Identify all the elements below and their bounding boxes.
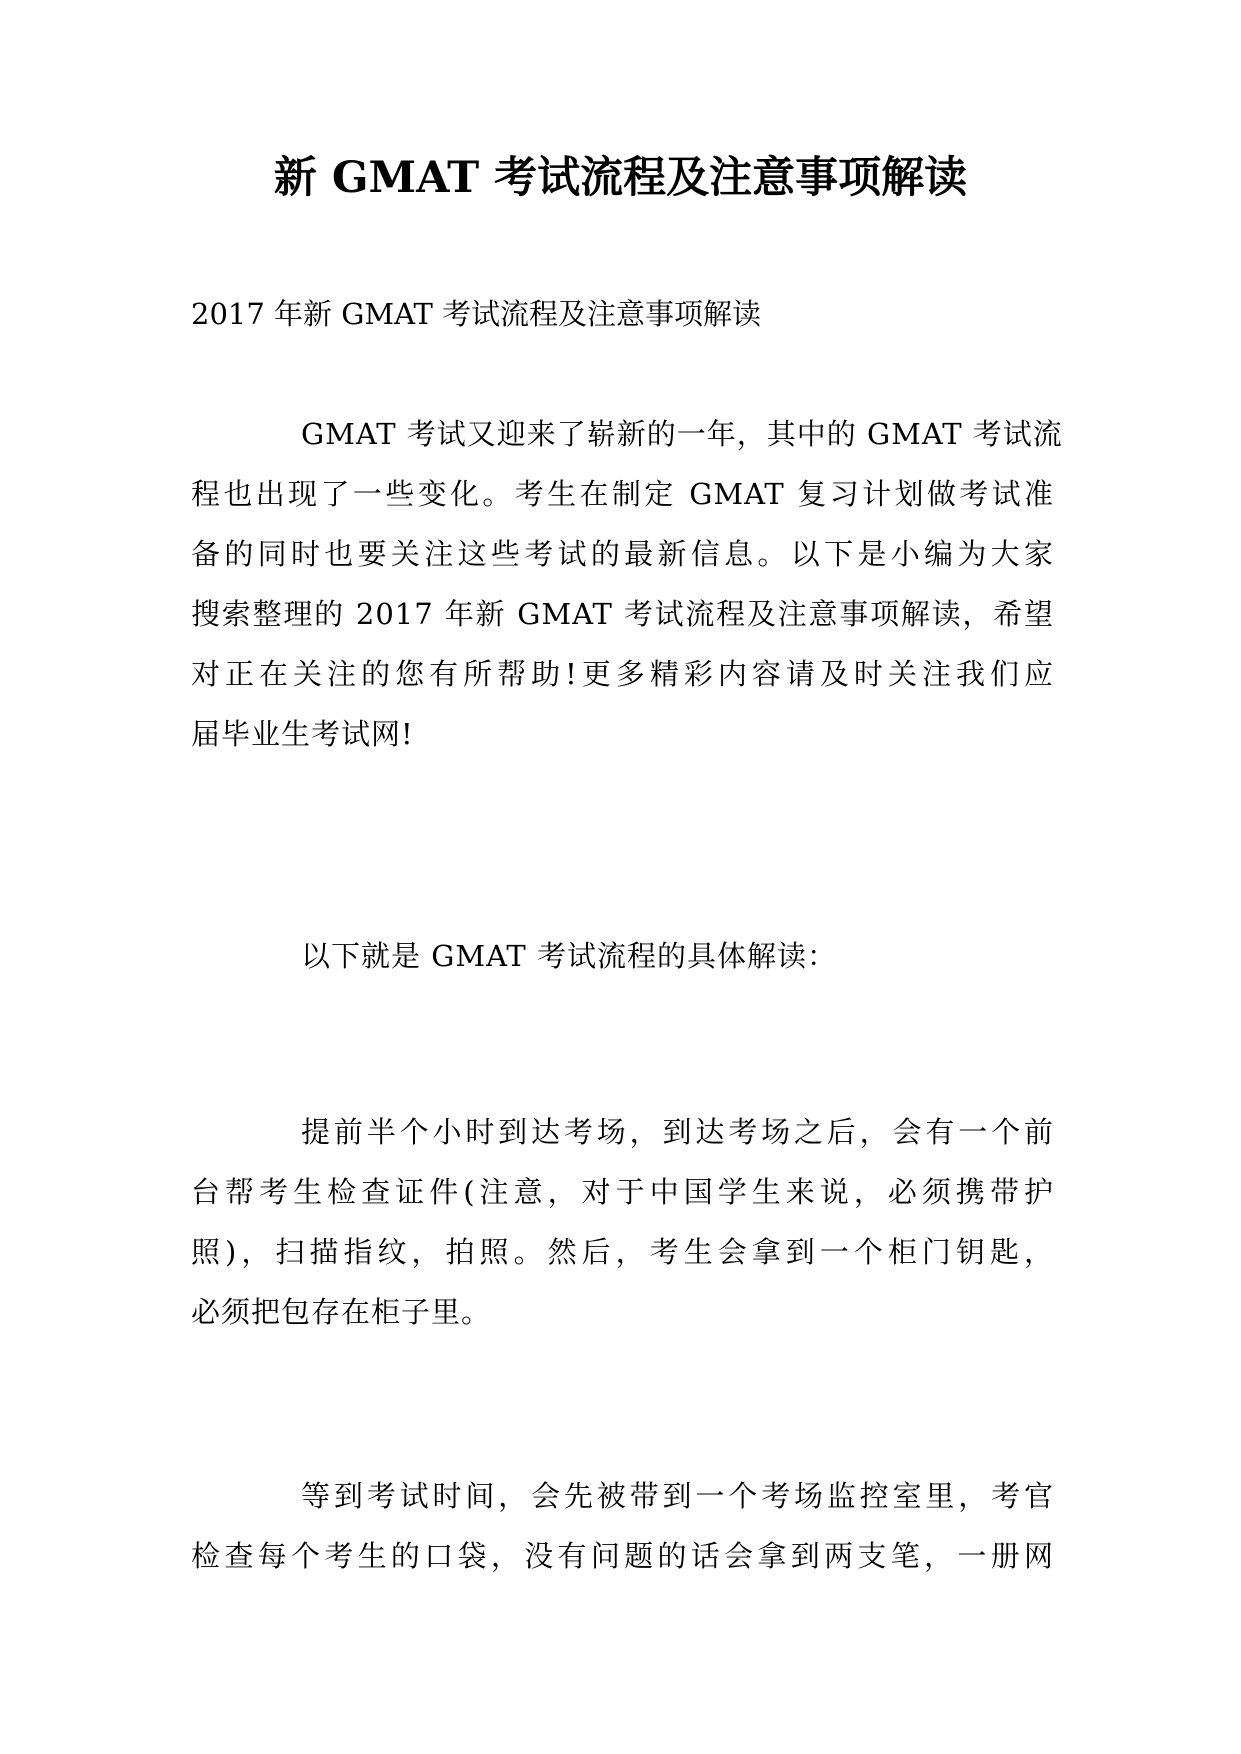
paragraph-exam-time xyxy=(191,1466,1054,1586)
paragraph-line: 提前半个小时到达考场，到达考场之后，会有一个前 xyxy=(301,1115,1054,1149)
paragraph-line: 搜索整理的 2017 年新 GMAT 考试流程及注意事项解读，希望 xyxy=(191,597,1054,631)
document-title: 新 GMAT 考试流程及注意事项解读 xyxy=(273,153,968,203)
paragraph-process-heading xyxy=(191,926,1054,986)
paragraph-line: 等到考试时间，会先被带到一个考场监控室里，考官 xyxy=(301,1479,1054,1513)
paragraph-intro xyxy=(191,404,1063,764)
paragraph-line: 对正在关注的您有所帮助!更多精彩内容请及时关注我们应 xyxy=(191,657,1054,691)
paragraph-line: 备的同时也要关注这些考试的最新信息。以下是小编为大家 xyxy=(191,537,1054,571)
paragraph-line: 照)，扫描指纹，拍照。然后，考生会拿到一个柜门钥匙， xyxy=(191,1235,1054,1269)
paragraph-line: 届毕业生考试网! xyxy=(191,717,414,751)
paragraph-arrival xyxy=(191,1102,1054,1342)
document-subtitle: 2017 年新 GMAT 考试流程及注意事项解读 xyxy=(191,297,762,331)
paragraph-line: GMAT 考试又迎来了崭新的一年，其中的 GMAT 考试流 xyxy=(301,417,1063,451)
paragraph-line: 台帮考生检查证件(注意，对于中国学生来说，必须携带护 xyxy=(191,1175,1054,1209)
paragraph-line: 以下就是 GMAT 考试流程的具体解读： xyxy=(301,939,837,973)
paragraph-line: 必须把包存在柜子里。 xyxy=(191,1295,492,1329)
paragraph-line: 检查每个考生的口袋，没有问题的话会拿到两支笔，一册网 xyxy=(191,1539,1054,1573)
paragraph-line: 程也出现了一些变化。考生在制定 GMAT 复习计划做考试准 xyxy=(191,477,1054,511)
